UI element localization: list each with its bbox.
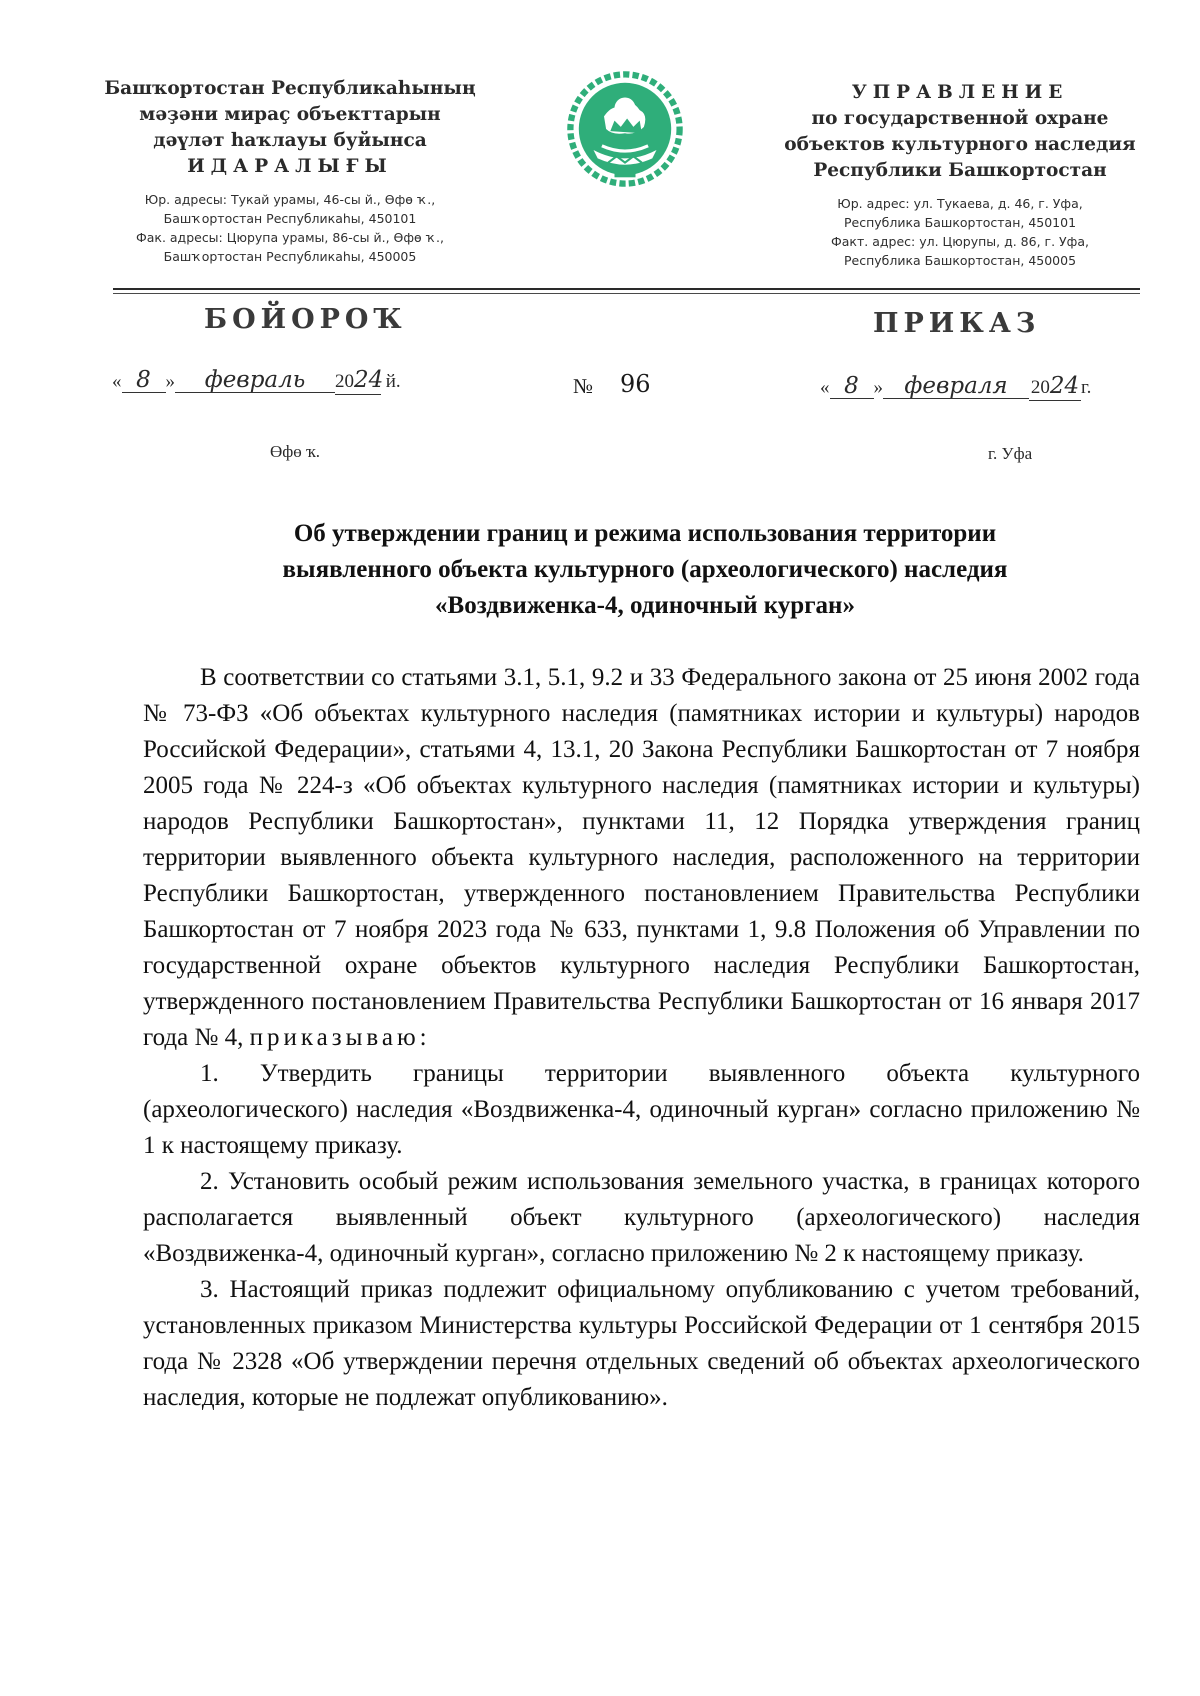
order-title-line: Об утверждении границ и режима использования территории <box>293 520 997 547</box>
header-right-address-line: Республика Башкортостан, 450101 <box>843 215 1077 230</box>
order-item-2: 2. Установить особый режим использования земельного участка, в границах которого располагается выявленный объект культурного (археологического) наследия «Воздвиженка-4, одиночный курган», согласно приложению № 2 к настоящему приказу. <box>143 1168 1140 1267</box>
preamble-paragraph <box>143 660 1140 1056</box>
order-title-line: выявленного объекта культурного (археологического) наследия <box>282 556 1008 583</box>
header-right-address-line: Республика Башкортостан, 450005 <box>843 253 1077 268</box>
quote-open: « <box>820 377 830 398</box>
header-left-bashkir <box>100 76 480 266</box>
header-divider-thin <box>113 293 1140 294</box>
date-left-year-prefix: 20 <box>335 371 354 392</box>
order-word: приказываю: <box>249 1024 431 1051</box>
header-right-line-2: по государственной охране <box>811 108 1109 129</box>
quote-close: » <box>165 371 175 392</box>
header-right-russian <box>770 80 1150 270</box>
header-left-address <box>100 190 480 266</box>
date-left-day: 8 <box>122 368 166 393</box>
doc-kind-russian: ПРИКАЗ <box>873 308 1041 339</box>
header-right-line-4: Республики Башкортостан <box>813 160 1107 181</box>
city-bashkir: Өфө ҡ. <box>270 442 321 461</box>
order-title-line: «Воздвиженка-4, одиночный курган» <box>435 592 855 619</box>
header-right-line-1: УПРАВЛЕНИЕ <box>851 82 1069 103</box>
date-right <box>820 374 1091 401</box>
header-right-address-line: Факт. адрес: ул. Цюрупы, д. 86, г. Уфа, <box>831 234 1089 249</box>
date-right-year-suffix: 24 <box>1049 373 1080 399</box>
order-item-3: 3. Настоящий приказ подлежит официальному опубликованию с учетом требований, установленных приказом Министерства культуры Российской Федерации от 1 сентября 2015 года № 2328 «Об утверждении перечня отдельных сведений об объектах археологического наследия, которые не подлежат опубликованию». <box>143 1276 1140 1411</box>
order-item-1: 1. Утвердить границы территории выявленного объекта культурного (археологического) наследия «Воздвиженка-4, одиночный курган» согласно приложению № 1 к настоящему приказу. <box>143 1060 1140 1159</box>
date-right-day: 8 <box>830 374 874 399</box>
header-left-address-line: Башҡортостан Республикаһы, 450101 <box>163 211 417 226</box>
preamble-text: В соответствии со статьями 3.1, 5.1, 9.2 и 33 Федерального закона от 25 июня 2002 года № 73-ФЗ «Об объектах культурного наследия (памятниках истории и культуры) народов Российской Федерации», статьями 4, 13.1, 20 Закона Республики Башкортостан от 7 ноября 2005 года № 224-з «Об объектах культурного наследия (памятниках истории и культуры) народов Республики Башкортостан», пунктами 11, 12 Порядка утверждения границ территории выявленного объекта культурного наследия, расположенного на территории Республики Башкортостан, утвержденного постановлением Правительства Республики Башкортостан от 7 ноября 2023 года № 633, пунктами 1, 9.8 Положения об Управлении по государственной охране объектов культурного наследия Республики Башкортостан, утвержденного постановлением Правительства Республики Башкортостан от 16 января 2017 года № 4, <box>143 664 1140 1051</box>
header-left-line-3: дәүләт һаҡлауы буйынса <box>153 130 427 151</box>
date-left-year-suffix: 24 <box>354 367 384 393</box>
order-title <box>150 516 1140 624</box>
quote-open: « <box>112 371 122 392</box>
header-right-address-line: Юр. адрес: ул. Тукаева, д. 46, г. Уфа, <box>837 196 1083 211</box>
header-right-line-3: объектов культурного наследия <box>784 134 1136 155</box>
order-number-sign: № <box>573 374 594 398</box>
date-right-year-prefix: 20 <box>1030 377 1050 398</box>
header-left-address-line: Юр. адресы: Тукай урамы, 46-сы й., Өфө ҡ., <box>144 192 436 207</box>
date-right-unit: г. <box>1081 377 1092 398</box>
doc-kind-bashkir: БОЙОРОҠ <box>204 304 407 335</box>
order-body <box>143 660 1140 1416</box>
header-left-line-1: Башҡортостан Республикаһының <box>104 78 476 99</box>
header-right-address <box>770 194 1150 270</box>
quote-close: » <box>873 377 883 398</box>
header-left-address-line: Фак. адресы: Цюрупа урамы, 86-сы й., Өфө ҡ., <box>135 230 445 245</box>
header-left-line-2: мәҙәни мираҫ объекттарын <box>139 104 441 125</box>
order-number: 96 <box>620 370 651 398</box>
city-russian: г. Уфа <box>988 444 1033 463</box>
date-left <box>112 368 401 395</box>
header-divider <box>113 288 1140 290</box>
date-right-month: февраля <box>883 374 1029 399</box>
date-left-unit: й. <box>385 371 401 392</box>
date-left-month: февраль <box>175 368 335 393</box>
header-left-address-line: Башҡортостан Республикаһы, 450005 <box>163 249 417 264</box>
header-left-line-4: ИДАРАЛЫҒЫ <box>187 156 393 177</box>
bashkortostan-emblem-icon <box>562 66 688 192</box>
